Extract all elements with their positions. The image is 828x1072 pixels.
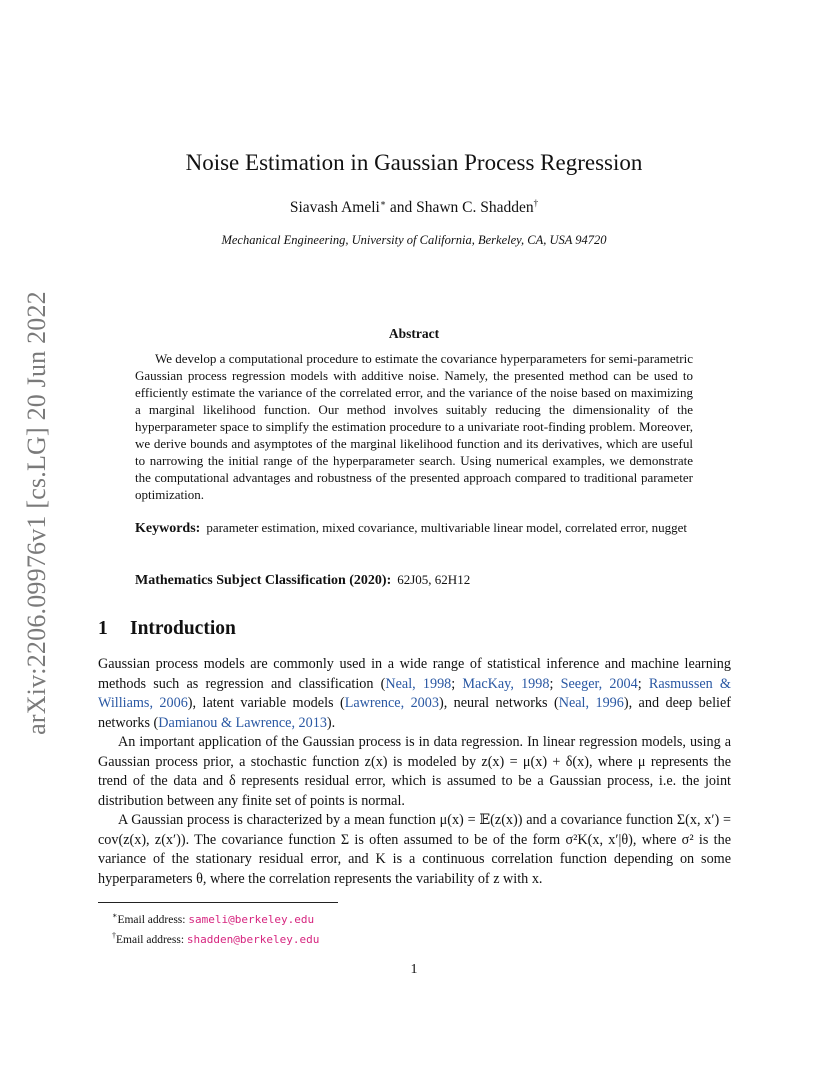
author-1: Siavash Ameli xyxy=(289,199,380,217)
citation-link[interactable]: MacKay, 1998 xyxy=(462,675,550,692)
author-2: Shawn C. Shadden xyxy=(416,199,534,217)
msc-codes: 62J05, 62H12 xyxy=(397,572,471,587)
footnote-2-label: Email address: xyxy=(116,934,187,947)
intro-text-segment: Gaussian process models are commonly used in a wide range of statistical inference and machine learning methods such as regression and classification ( xyxy=(98,656,731,692)
citation-link[interactable]: Neal, 1998 xyxy=(385,675,452,692)
section-title: Introduction xyxy=(130,618,236,639)
intro-text-segment: ). xyxy=(326,714,336,731)
citation-link[interactable]: Lawrence, 2003 xyxy=(344,695,439,711)
citation-link[interactable]: Seeger, 2004 xyxy=(560,675,638,692)
intro-text-segment: ), neural networks ( xyxy=(438,695,559,711)
author-1-footnote-mark: ∗ xyxy=(379,198,386,208)
citation-link[interactable]: Neal, 1996 xyxy=(558,695,624,711)
intro-paragraph-2: An important application of the Gaussian process is in data regression. In linear regression models, using a Gaussian process prior, a stochastic function z(x) is modeled by z(x) = μ(x) + δ(x), where μ represents the trend of the data and δ represents residual error, which is assumed to be a Gaussian process, i.e. the joint distribution between any finite set of points is normal. xyxy=(98,734,731,809)
footnote-2 xyxy=(112,928,319,948)
msc-block xyxy=(135,572,693,589)
citation-link[interactable]: Rasmussen & Williams, 2006 xyxy=(98,675,731,711)
abstract-heading: Abstract xyxy=(388,326,440,341)
intro-paragraph-3: A Gaussian process is characterized by a mean function μ(x) = 𝔼(z(x)) and a covariance function Σ(x, x′) = cov(z(x), z(x′)). The covariance function Σ is often assumed to be of the form σ²K(x, x′|θ), where σ² is the variance of the stationary residual error, and K is a continuous correlation function depending on some hyperparameters θ, where the correlation represents the variability of z with x. xyxy=(98,812,731,887)
keywords-label: Keywords: xyxy=(135,521,201,536)
intro-paragraph-1 xyxy=(98,655,731,733)
citation-link[interactable]: Damianou & Lawrence, 2013 xyxy=(158,714,327,731)
paper-title: Noise Estimation in Gaussian Process Regression xyxy=(185,150,643,175)
intro-text-segment: ), and deep belief networks ( xyxy=(98,695,731,731)
abstract-text: We develop a computational procedure to estimate the covariance hyperparameters for semi-parametric Gaussian process regression models with additive noise. Namely, the presented method can be used to efficiently estimate the variance of the correlated error, and the variance of the noise based on maximizing a marginal likelihood function. Our method involves suitably reducing the dimensionality of the hyperparameter space to simplify the estimation procedure to a univariate root-finding problem. Moreover, we derive bounds and asymptotes of the marginal likelihood function and its derivatives, which are useful to narrowing the initial range of the hyperparameter search. Using numerical examples, we demonstrate the computational advantages and robustness of the presented approach compared to traditional parameter optimization. xyxy=(135,351,693,502)
msc-label: Mathematics Subject Classification (2020): xyxy=(135,573,392,588)
arxiv-identifier: arXiv:2206.09976v1 [cs.LG] 20 Jun 2022 xyxy=(22,291,51,735)
citation-separator: ; xyxy=(549,675,561,692)
footnote-divider xyxy=(98,902,338,903)
keywords-block xyxy=(135,519,693,537)
footnotes xyxy=(112,908,319,949)
author-separator: and xyxy=(385,199,417,217)
author-2-footnote-mark: † xyxy=(533,198,539,208)
footnote-2-mark: † xyxy=(112,931,116,941)
citation-separator: ; xyxy=(637,675,649,692)
author-line xyxy=(0,198,828,217)
email-link-2[interactable]: shadden@berkeley.edu xyxy=(186,933,320,947)
footnote-1-mark: ∗ xyxy=(112,911,118,920)
section-heading xyxy=(98,618,236,640)
citation-separator: ; xyxy=(451,675,463,692)
page-number: 1 xyxy=(410,962,418,977)
arxiv-sidebar-stamp xyxy=(17,293,57,733)
intro-text-segment: ), latent variable models ( xyxy=(187,695,345,711)
section-number: 1 xyxy=(98,618,108,639)
introduction-body xyxy=(98,655,731,889)
affiliation: Mechanical Engineering, University of California, Berkeley, CA, USA 94720 xyxy=(221,233,607,247)
footnote-1 xyxy=(112,908,319,928)
email-link-1[interactable]: sameli@berkeley.edu xyxy=(188,912,315,926)
footnote-1-label: Email address: xyxy=(117,913,189,926)
keywords-text: parameter estimation, mixed covariance, multivariable linear model, correlated error, nugget xyxy=(206,520,687,535)
